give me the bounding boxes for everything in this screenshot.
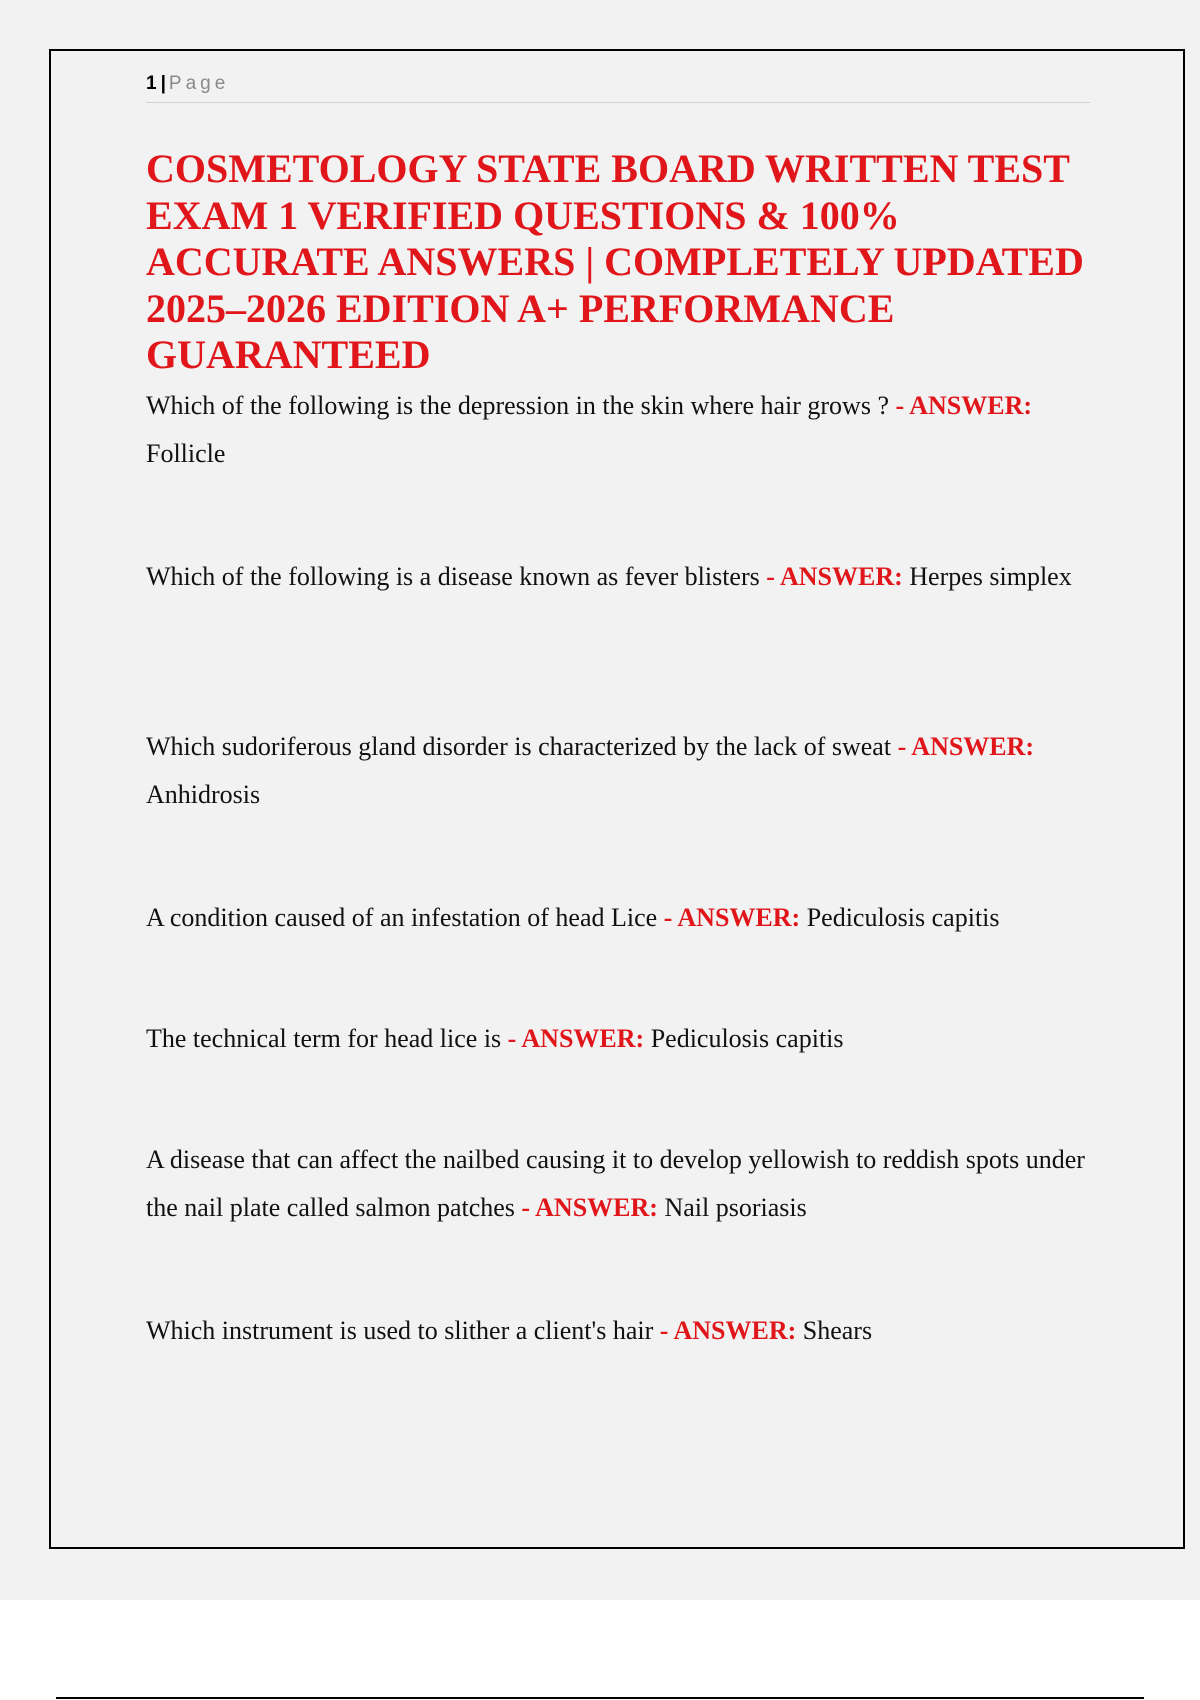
answer-text: Shears <box>802 1316 873 1345</box>
question-text: Which of the following is the depression in the skin where hair grows ? <box>146 391 889 420</box>
answer-label: - ANSWER: <box>766 562 903 591</box>
page-header <box>146 72 1090 103</box>
answer-label: - ANSWER: <box>897 732 1035 761</box>
question-text: The technical term for head lice is <box>146 1024 502 1053</box>
page-label: Page <box>168 73 230 94</box>
question-text: A disease that can affect the nailbed causing it to develop yellowish to reddish spots under the nail plate called salmon patches <box>146 1145 1085 1222</box>
qa-item-1 <box>146 382 1096 478</box>
answer-label: - ANSWER: <box>521 1193 658 1222</box>
qa-item-6 <box>146 1136 1096 1232</box>
answer-label: - ANSWER: <box>507 1024 645 1053</box>
qa-item-7 <box>146 1307 1096 1355</box>
answer-label: - ANSWER: <box>663 903 801 932</box>
page-number: 1 <box>146 73 157 94</box>
next-page-rule <box>56 1697 1144 1699</box>
question-text: Which instrument is used to slither a client's hair <box>146 1316 654 1345</box>
qa-item-2 <box>146 553 1096 601</box>
answer-text: Pediculosis capitis <box>650 1024 844 1053</box>
page-separator: | <box>160 73 166 94</box>
answer-text: Anhidrosis <box>146 780 261 809</box>
answer-text: Herpes simplex <box>909 562 1072 591</box>
document-title: COSMETOLOGY STATE BOARD WRITTEN TEST EXAM 1 VERIFIED QUESTIONS & 100% ACCURATE ANSWERS | COMPLETELY UPDATED 2025–2026 EDITION A+ PERFORMANCE GUARANTEED <box>146 146 1084 377</box>
answer-text: Nail psoriasis <box>664 1193 807 1222</box>
qa-item-3 <box>146 723 1096 819</box>
question-text: A condition caused of an infestation of head Lice <box>146 903 658 932</box>
question-text: Which of the following is a disease known as fever blisters <box>146 562 760 591</box>
answer-label: - ANSWER: <box>895 391 1033 420</box>
answer-label: - ANSWER: <box>659 1316 797 1345</box>
question-text: Which sudoriferous gland disorder is characterized by the lack of sweat <box>146 732 892 761</box>
qa-item-4 <box>146 894 1096 942</box>
answer-text: Pediculosis capitis <box>806 903 1000 932</box>
answer-text: Follicle <box>146 439 226 468</box>
qa-item-5 <box>146 1015 1096 1063</box>
